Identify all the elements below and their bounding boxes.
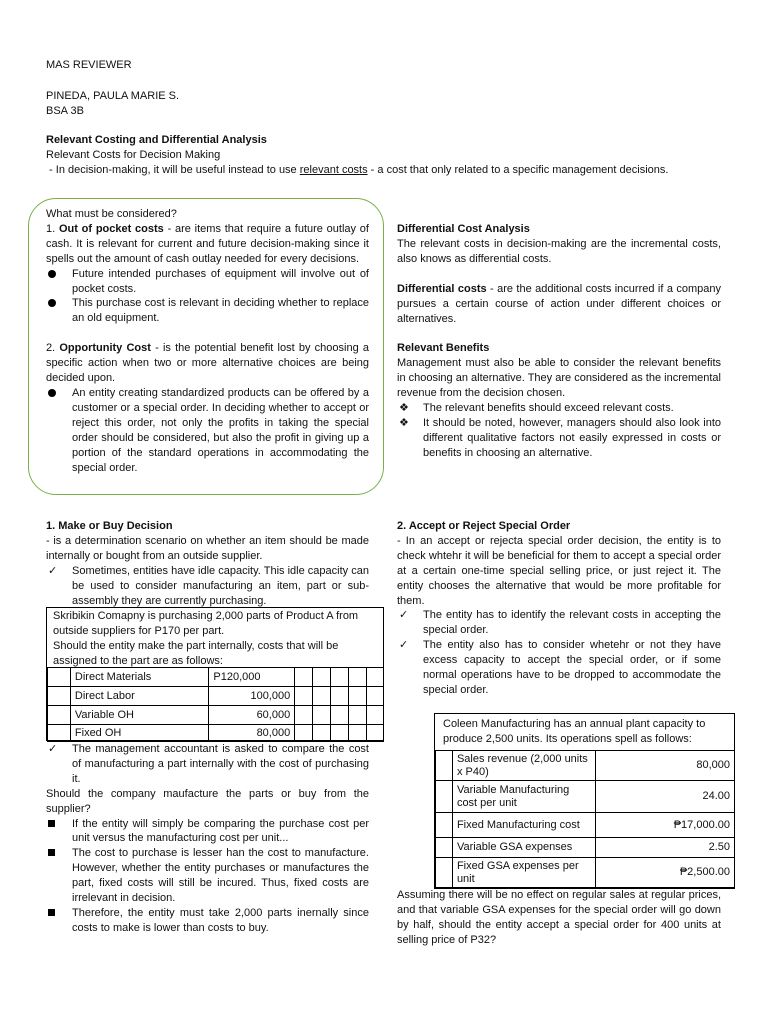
square-bullet-icon	[48, 849, 55, 856]
relevant-benefits-bullets	[397, 401, 721, 461]
diamond-bullet-icon: ❖	[399, 402, 409, 415]
list-item: Therefore, the entity must take 2,000 parts inernally since costs to make is lower than costs to buy.	[46, 906, 369, 936]
cost-table	[47, 667, 384, 742]
make-or-buy-checks	[46, 564, 369, 609]
differential-para: The relevant costs in decision-making are the incremental costs, also knows as differential costs.	[397, 237, 721, 265]
make-or-buy-heading: 1. Make or Buy Decision	[46, 520, 173, 532]
considerations-content	[46, 207, 369, 475]
table-row: Fixed OH 80,000	[48, 725, 384, 742]
relevant-costs-term: relevant costs	[299, 164, 368, 176]
differential-costs-definition: Differential costs - are the additional costs incurred if a company pursues a certain course of action under different choices or alternatives.	[397, 282, 721, 325]
relevant-benefits-para: Management must also be able to consider the relevant benefits in choosing an alternative. They are considered as the incremental revenue from the decision chosen.	[397, 357, 721, 400]
list-item: This purchase cost is relevant in deciding whether to replace an old equipment.	[46, 296, 369, 326]
intro-line: - In decision-making, it will be useful instead to use relevant costs - a cost that only related to a specific management decisions.	[46, 164, 669, 176]
problem-text: Should the entity make the part internally, costs that will be assigned to the part are as follows:	[53, 639, 339, 667]
make-or-buy-question: Should the company maufacture the parts or buy from the supplier?	[46, 787, 369, 815]
special-order-desc: - In an accept or rejecta special order decision, the entity is to check whtehr it will be beneficial for them to accept a special order at a certain one-time special selling price, or just reject it. The entity chooses the alternative that would be more profitable for them.	[397, 534, 721, 607]
problem-text: Skribikin Comapny is purchasing 2,000 parts of Product A from outside suppliers for P170 per part.	[53, 610, 359, 637]
special-order-heading: 2. Accept or Reject Special Order	[397, 520, 571, 532]
square-bullet-icon	[48, 909, 55, 916]
operations-table	[435, 750, 735, 888]
special-order-question: Assuming there will be no effect on regular sales at regular prices, and that variable GSA expenses for the special order will go down by half, should the entity accept a special order for 400 units at selling price of P32?	[397, 889, 721, 946]
opportunity-cost-bullets	[46, 386, 369, 475]
analysis-checks	[46, 742, 369, 787]
table-row: Direct Materials P120,000	[48, 668, 384, 687]
diamond-bullet-icon: ❖	[399, 416, 409, 429]
list-item: If the entity will simply be comparing the purchase cost per unit versus the manufacturing cost per unit...	[46, 817, 369, 847]
author-name: PINEDA, PAULA MARIE S.	[46, 90, 180, 102]
list-item: ✓ The management accountant is asked to compare the cost of manufacturing a part internally with the cost of purchasing it.	[48, 743, 369, 785]
make-or-buy-answers	[46, 817, 369, 936]
list-item: The cost to purchase is lesser han the cost to manufacture. However, whether the entity purchases or manufactures the part, fixed costs will still be incured. Thus, fixed costs are irrelevant in decision.	[46, 846, 369, 906]
table-row: Fixed Manufacturing cost ₱17,000.00	[436, 813, 735, 838]
table-row: Variable OH 60,000	[48, 706, 384, 725]
table-row: Direct Labor 100,000	[48, 687, 384, 706]
section-heading: Relevant Costing and Differential Analysis	[46, 134, 267, 146]
list-item: An entity creating standardized products can be offered by a customer or a special order. In deciding whether to accept or reject this order, not only the profits in taking the special order should be considered, but also the profit in giving up a portion of the standard operations in accommodating the special order.	[46, 386, 369, 475]
course-label: BSA 3B	[46, 105, 84, 117]
checkmark-icon: ✓	[48, 564, 58, 577]
table-row: Sales revenue (2,000 units x P40) 80,000	[436, 751, 735, 781]
problem-text: Coleen Manufacturing has an annual plant capacity to produce 2,500 units. Its operations spell as follows:	[443, 718, 706, 745]
table-row: Variable GSA expenses 2.50	[436, 838, 735, 858]
bullet-icon	[48, 299, 56, 307]
out-of-pocket-paragraph: 1. Out of pocket costs - are items that require a future outlay of cash. It is relevant for current and future decision-making since it spells out the amount of cash outlay needed for every decisions.	[46, 222, 369, 265]
bullet-icon	[48, 389, 56, 397]
checkmark-icon: ✓	[399, 639, 409, 652]
differential-section	[397, 222, 721, 461]
skribikin-problem-box	[46, 607, 384, 741]
list-item: ✓ The entity has to identify the relevant costs in accepting the special order.	[399, 609, 721, 637]
make-or-buy-section	[46, 519, 369, 608]
special-order-section	[397, 519, 721, 698]
differential-heading: Differential Cost Analysis	[397, 223, 530, 235]
list-item: ❖ It should be noted, however, managers should also look into different qualitative factors not easily expressed in costs or benefits in choosing an alternative.	[399, 416, 721, 459]
checkmark-icon: ✓	[48, 743, 58, 755]
table-row: Fixed GSA expenses per unit ₱2,500.00	[436, 858, 735, 888]
out-of-pocket-bullets	[46, 267, 369, 327]
make-or-buy-analysis	[46, 742, 369, 936]
list-item: ✓ Sometimes, entities have idle capacity. This idle capacity can be used to consider manufacturing an item, part or sub-assembly they are currently purchasing.	[48, 564, 369, 607]
section-subheading: Relevant Costs for Decision Making	[46, 149, 221, 161]
bullet-icon	[48, 270, 56, 278]
list-item: Future intended purchases of equipment will involve out of pocket costs.	[46, 267, 369, 297]
coleen-problem-box	[434, 713, 735, 889]
considerations-question: What must be considered?	[46, 208, 177, 220]
document-title: MAS REVIEWER	[46, 59, 132, 71]
list-item: ✓ The entity also has to consider whetehr or not they have excess capacity to accept the special order, or if some normal operations have to be dropped to accommodate the special order.	[399, 639, 721, 696]
checkmark-icon: ✓	[399, 609, 409, 622]
make-or-buy-desc: - is a determination scenario on whether an item should be made internally or bought from an outside supplier.	[46, 534, 369, 562]
square-bullet-icon	[48, 820, 55, 827]
list-item: ❖ The relevant benefits should exceed relevant costs.	[399, 402, 674, 415]
special-order-checks	[397, 608, 721, 697]
table-row: Variable Manufacturing cost per unit 24.00	[436, 781, 735, 813]
opportunity-cost-paragraph: 2. Opportunity Cost - is the potential benefit lost by choosing a specific action when two or more alternative choices are being decided upon.	[46, 342, 369, 385]
relevant-benefits-heading: Relevant Benefits	[397, 342, 490, 355]
